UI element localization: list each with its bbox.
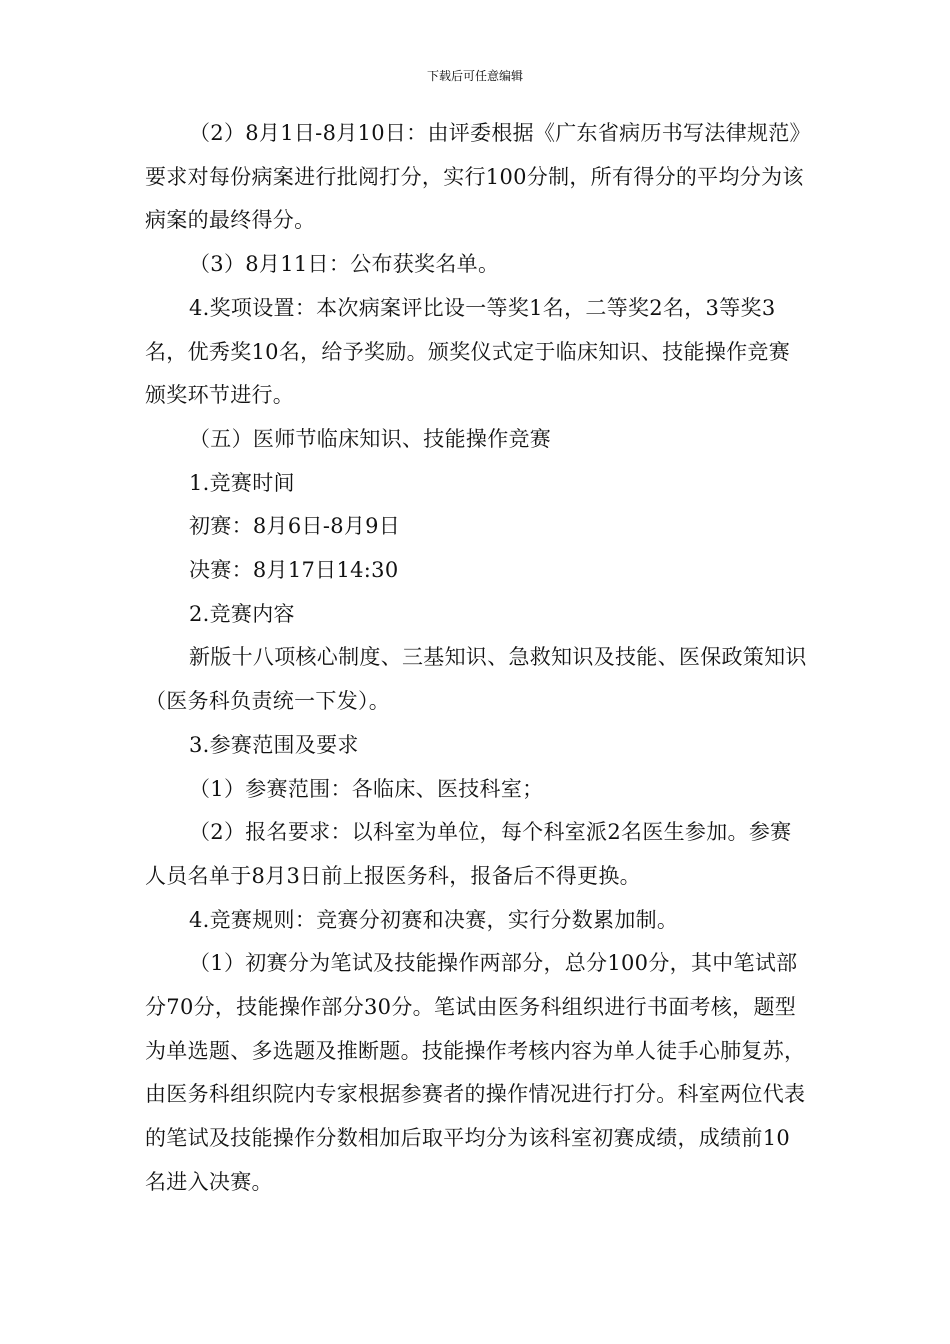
paragraph-scope-requirements: 3.参赛范围及要求 <box>189 732 359 757</box>
paragraph-final-date: 决赛：8月17日14:30 <box>189 558 399 583</box>
paragraph-registration: （2）报名要求：以科室为单位，每个科室派2名医生参加。参赛人员名单于8月3日前上报医务科，报备后不得更换。 <box>145 820 792 888</box>
page-header: 下载后可任意编辑 <box>426 69 523 83</box>
paragraph-preliminary-date: 初赛：8月6日-8月9日 <box>189 514 401 539</box>
paragraph-announce-winners: （3）8月11日：公布获奖名单。 <box>189 252 500 277</box>
paragraph-scope: （1）参赛范围：各临床、医技科室； <box>189 776 544 801</box>
paragraph-competition-time: 1.竞赛时间 <box>189 470 295 495</box>
paragraph-rules: 4.竞赛规则：竞赛分初赛和决赛，实行分数累加制。 <box>189 907 679 932</box>
paragraph-preliminary-rules: （1）初赛分为笔试及技能操作两部分，总分100分，其中笔试部分70分，技能操作部分30分。笔试由医务科组织进行书面考核，题型为单选题、多选题及推断题。技能操作考核内容为单人徒手心肺复苏，由医务科组织院内专家根据参赛者的操作情况进行打分。科室两位代表的笔试及技能操作分数相加后取平均分为该科室初赛成绩，成绩前10名进入决赛。 <box>145 951 806 1194</box>
document-body <box>145 112 809 1205</box>
section-heading-competition: （五）医师节临床知识、技能操作竞赛 <box>189 426 552 451</box>
paragraph-content-detail: 新版十八项核心制度、三基知识、急救知识及技能、医保政策知识（医务科负责统一下发）。 <box>145 645 807 714</box>
paragraph-competition-content: 2.竞赛内容 <box>189 601 295 626</box>
paragraph-award-settings: 4.奖项设置：本次病案评比设一等奖1名，二等奖2名，3等奖3名，优秀奖10名，给予奖励。颁奖仪式定于临床知识、技能操作竞赛颁奖环节进行。 <box>145 295 791 408</box>
paragraph-review-period: （2）8月1日-8月10日：由评委根据《广东省病历书写法律规范》要求对每份病案进行批阅打分，实行100分制，所有得分的平均分为该病案的最终得分。 <box>145 121 804 233</box>
